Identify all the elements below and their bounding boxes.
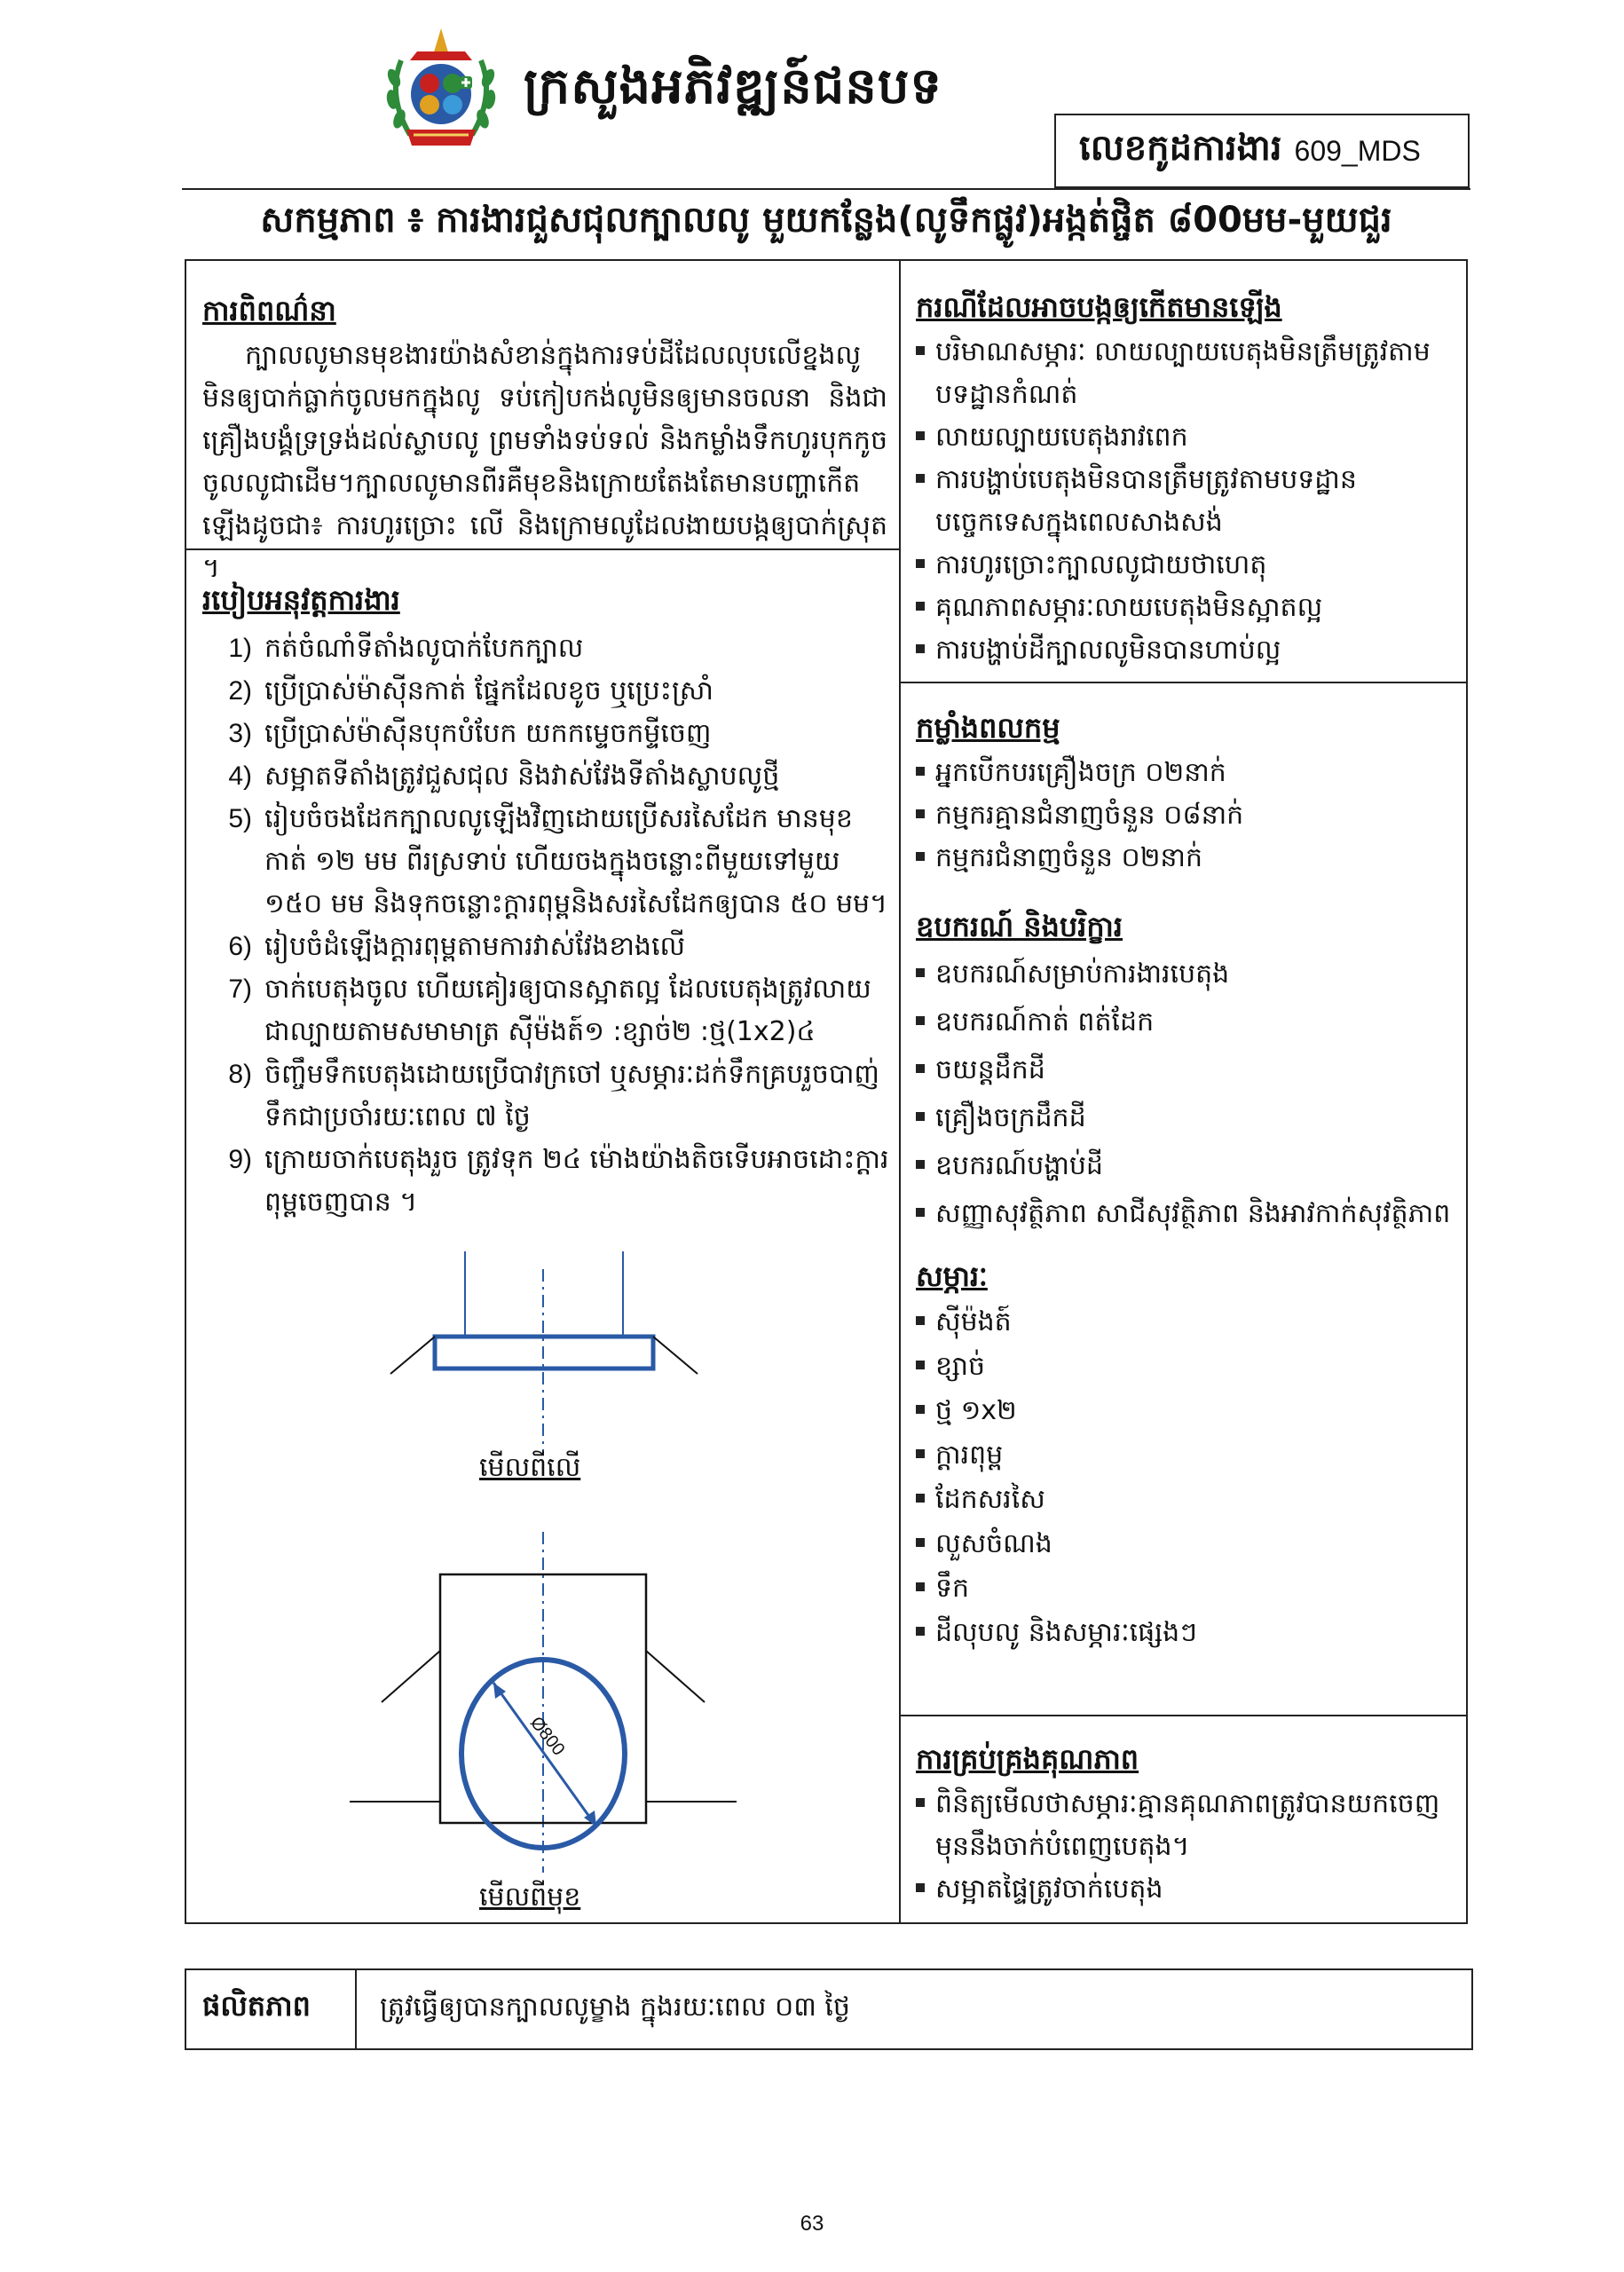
productivity-label: ផលិតភាព [202, 1989, 311, 2023]
procedure-step [202, 968, 891, 1053]
bullet-icon [916, 1094, 935, 1142]
material-text: ថ្ម ១x២ [935, 1395, 1017, 1426]
manpower-item [916, 837, 1457, 880]
equipment-text: គ្រឿងចក្រដឹកដី [935, 1102, 1086, 1133]
causes-section [916, 289, 1457, 672]
work-code-box [1054, 114, 1470, 188]
bullet-icon [916, 1389, 935, 1433]
cause-text: ការហូរច្រោះក្បាលលូជាយថាហេតុ [935, 549, 1267, 580]
work-code-label: លេខកូដការងារ [1079, 127, 1282, 169]
page-number: 63 [800, 2212, 824, 2236]
bullet-icon [916, 1433, 935, 1478]
equipment-text: ឧបករណ៍សម្រាប់ការងារបេតុង [935, 958, 1230, 990]
equipment-item [916, 1094, 1457, 1142]
manpower-title: កម្លាំងពលកម្ម [916, 711, 1060, 745]
material-text: ក្តារពុម្ព [935, 1440, 1004, 1471]
cause-item [916, 459, 1457, 544]
bullet-icon [916, 1190, 935, 1238]
equipment-item [916, 1046, 1457, 1094]
procedure-steps [202, 627, 891, 1224]
bullet-icon [916, 752, 935, 794]
step-number: 6) [228, 932, 252, 961]
step-number: 1) [228, 634, 252, 663]
bullet-icon [916, 1046, 935, 1094]
equipment-item [916, 998, 1457, 1046]
material-text: ខ្សាច់ [935, 1351, 986, 1382]
step-number: 4) [228, 761, 252, 791]
front-view-drawing [350, 1532, 737, 1873]
quality-item [916, 1783, 1457, 1868]
productivity-divider [355, 1968, 357, 2050]
bullet-icon [916, 951, 935, 998]
description-section [202, 293, 887, 590]
materials-title: សម្ភារៈ [916, 1259, 988, 1293]
material-text: ដែកសរសៃ [935, 1484, 1045, 1515]
bullet-icon [916, 1142, 935, 1190]
material-item [916, 1389, 1457, 1433]
description-text: ក្បាលលូមានមុខងារយ៉ាងសំខាន់ក្នុងការទប់ដីដែលលុបលើខ្នងលូមិនឲ្យបាក់ធ្លាក់ចូលមកក្នុងលូ ទប់កៀបកង់លូមិនឲ្យមានចលនា និងជាគ្រឿងបង្គំទ្រទ្រង់ដល់ស្លាបលូ ព្រមទាំងទប់ទល់ និងកម្លាំងទឹកហូរបុកកូចចូលលូជាដើម។ក្បាលលូមានពីរគឺមុខនិងក្រោយតែងតែមានបញ្ហាកើតឡើងដូចជា៖ ការហូរច្រោះ លើ និងក្រោមលូដែលងាយបង្កឲ្យបាក់ស្រុត ។ [202, 340, 887, 584]
cause-text: ការបង្ហាប់បេតុងមិនបានត្រឹមត្រូវតាមបទដ្ឋានបច្ចេកទេសក្នុងពេលសាងសង់ [935, 464, 1357, 538]
quality-text: ពិនិត្យមើលថាសម្ភារៈគ្មានគុណភាពត្រូវបានយកចេញមុននឹងចាក់បំពេញបេតុង។ [935, 1788, 1440, 1862]
materials-section [916, 1258, 1457, 1655]
bullet-icon [916, 416, 935, 459]
step-text: ចិញ្ចឹមទឹកបេតុងដោយប្រើបាវក្រចៅ ឬសម្ភារៈដក់ទឹកគ្របរួចបាញ់ទឹកជាប្រចាំរយៈពេល ៧ ថ្ងៃ [264, 1059, 879, 1132]
manpower-section [916, 710, 1457, 880]
equipment-title: ឧបករណ៍ និងបរិក្ខារ [916, 910, 1123, 943]
quality-title: ការគ្រប់គ្រងគុណភាព [916, 1742, 1139, 1776]
procedure-step [202, 926, 891, 968]
bullet-icon [916, 1566, 935, 1611]
manpower-text: អ្នកបើកបរគ្រឿងចក្រ ០២នាក់ [935, 757, 1226, 788]
procedure-step [202, 1139, 891, 1224]
material-item [916, 1433, 1457, 1478]
step-text: រៀបចំដំឡើងក្តារពុម្ពតាមការវាស់វែងខាងលើ [264, 931, 686, 962]
material-text: ស៊ីម៉ងត៍ [935, 1306, 1012, 1337]
equipment-item [916, 1190, 1457, 1238]
activity-title: សកម្មភាព ៖ ការងារជួសជុលក្បាលលូ មួយកន្លែង(លូទឹកផ្លូវ)អង្កត់ផ្ចិត ៨00មម-មួយជួរ [260, 200, 1392, 241]
procedure-step [202, 713, 891, 755]
bullet-icon [916, 587, 935, 629]
procedure-step [202, 1053, 891, 1139]
bullet-icon [916, 998, 935, 1046]
procedure-step [202, 755, 891, 798]
bullet-icon [916, 331, 935, 416]
step-text: ក្រោយចាក់បេតុងរួច ត្រូវទុក ២៤ ម៉ោងយ៉ាងតិចទើបអាចដោះក្តារពុម្ពចេញបាន ។ [264, 1144, 889, 1218]
cause-text: គុណភាពសម្ភារៈលាយបេតុងមិនស្អាតល្អ [935, 592, 1323, 623]
front-view-label: មើលពីមុខ [479, 1882, 581, 1913]
bullet-icon [916, 629, 935, 672]
bullet-icon [916, 544, 935, 587]
top-view-label: មើលពីលើ [479, 1452, 581, 1483]
bullet-icon [916, 1783, 935, 1868]
manpower-text: កម្មករគ្មានជំនាញចំនួន ០៨នាក់ [935, 800, 1244, 831]
step-text: ចាក់បេតុងចូល ហើយគៀរឲ្យបានស្អាតល្អ ដែលបេតុងត្រូវលាយជាល្បាយតាមសមាមាត្រ ស៊ីម៉ងត៍១ :ខ្សាច់២ :ថ្ម(1x2)៤ [264, 974, 871, 1047]
material-item [916, 1345, 1457, 1389]
step-number: 9) [228, 1145, 252, 1174]
cause-item [916, 331, 1457, 416]
ministry-logo [383, 25, 499, 156]
material-item [916, 1522, 1457, 1566]
bullet-icon [916, 1345, 935, 1389]
manpower-item [916, 752, 1457, 794]
right-row-divider-2 [899, 1715, 1468, 1716]
equipment-text: ឧបករណ៍បង្ហាប់ដី [935, 1150, 1103, 1181]
procedure-step [202, 670, 891, 713]
cause-text: បរិមាណសម្ភារៈ លាយល្បាយបេតុងមិនត្រឹមត្រូវតាមបទដ្ឋានកំណត់ [935, 336, 1431, 410]
right-row-divider-1 [899, 682, 1468, 683]
material-item [916, 1478, 1457, 1522]
header-divider [182, 188, 1470, 190]
cause-item [916, 587, 1457, 629]
material-text: ទឹក [935, 1573, 970, 1604]
manpower-text: កម្មករជំនាញចំនួន ០២នាក់ [935, 842, 1203, 873]
step-text: ប្រើប្រាស់ម៉ាស៊ីនបុកបំបែក យកកម្ទេចកម្ទីចេញ [264, 718, 712, 749]
step-number: 7) [228, 974, 252, 1004]
material-text: លួសចំណង [935, 1528, 1052, 1559]
bullet-icon [916, 1522, 935, 1566]
step-number: 5) [228, 804, 252, 833]
step-text: រៀបចំចងដែកក្បាលលូឡើងវិញដោយប្រើសរសៃដែក មានមុខកាត់ ១២ មម ពីរស្រទាប់ ហើយចងក្នុងចន្លោះពីមួយទៅមួយ ១៥០ មម និងទុកចន្លោះក្តារពុម្ពនិងសរសៃដែកឲ្យបាន ៥០ មម។ [264, 803, 887, 919]
bullet-icon [916, 1300, 935, 1345]
cause-text: ការបង្ហាប់ដីក្បាលលូមិនបានហាប់ល្អ [935, 635, 1281, 666]
ministry-title: ក្រសួងអភិវឌ្ឍន៍ជនបទ [524, 58, 942, 115]
diameter-label: Ø800 [525, 1713, 569, 1760]
cause-text: លាយល្បាយបេតុងរាវពេក [935, 422, 1188, 453]
procedure-section [202, 582, 891, 1224]
work-code-value: 609_MDS [1294, 134, 1421, 167]
quality-section [916, 1741, 1457, 1911]
bullet-icon [916, 837, 935, 880]
quality-text: សម្អាតផ្ទៃត្រូវចាក់បេតុង [935, 1874, 1163, 1905]
quality-item [916, 1868, 1457, 1911]
material-item [916, 1300, 1457, 1345]
material-item [916, 1566, 1457, 1611]
procedure-step [202, 798, 891, 926]
cause-item [916, 544, 1457, 587]
top-view-drawing [390, 1251, 698, 1456]
equipment-section [916, 909, 1457, 1238]
step-text: កត់ចំណាំទីតាំងលូបាក់បែកក្បាល [264, 633, 584, 664]
bullet-icon [916, 1611, 935, 1655]
bullet-icon [916, 1868, 935, 1911]
bullet-icon [916, 459, 935, 544]
column-divider [899, 259, 901, 1924]
description-title: ការពិពណ៌នា [202, 294, 336, 327]
step-number: 8) [228, 1060, 252, 1089]
procedure-title: របៀបអនុវត្តការងារ [202, 583, 400, 617]
material-text: ដីលុបលូ និងសម្ភារៈផ្សេងៗ [935, 1617, 1197, 1648]
equipment-item [916, 951, 1457, 998]
equipment-text: ចយន្តដឹកដី [935, 1054, 1045, 1085]
step-text: សម្អាតទីតាំងត្រូវជួសជុល និងវាស់វែងទីតាំងស្លាបលូថ្មី [264, 761, 780, 792]
equipment-text: សញ្ញាសុវត្ថិភាព សាជីសុវត្ថិភាព និងអាវកាក់សុវត្ថិភាព [935, 1198, 1451, 1229]
material-item [916, 1611, 1457, 1655]
causes-title: ករណីដែលអាចបង្កឲ្យកើតមានឡើង [916, 290, 1282, 324]
cause-item [916, 416, 1457, 459]
step-number: 3) [228, 719, 252, 748]
culvert-head-drawing [337, 1251, 887, 1908]
equipment-item [916, 1142, 1457, 1190]
bullet-icon [916, 794, 935, 837]
procedure-step [202, 627, 891, 670]
bullet-icon [916, 1478, 935, 1522]
cause-item [916, 629, 1457, 672]
step-number: 2) [228, 676, 252, 706]
equipment-text: ឧបករណ៍កាត់ ពត់ដែក [935, 1006, 1155, 1037]
step-text: ប្រើប្រាស់ម៉ាស៊ីនកាត់ ផ្នែកដែលខូច ឬប្រេះស្រាំ [264, 675, 713, 706]
productivity-text: ត្រូវធ្វើឲ្យបានក្បាលលូម្ខាង ក្នុងរយៈពេល ០៣ ថ្ងៃ [380, 1992, 850, 2023]
manpower-item [916, 794, 1457, 837]
